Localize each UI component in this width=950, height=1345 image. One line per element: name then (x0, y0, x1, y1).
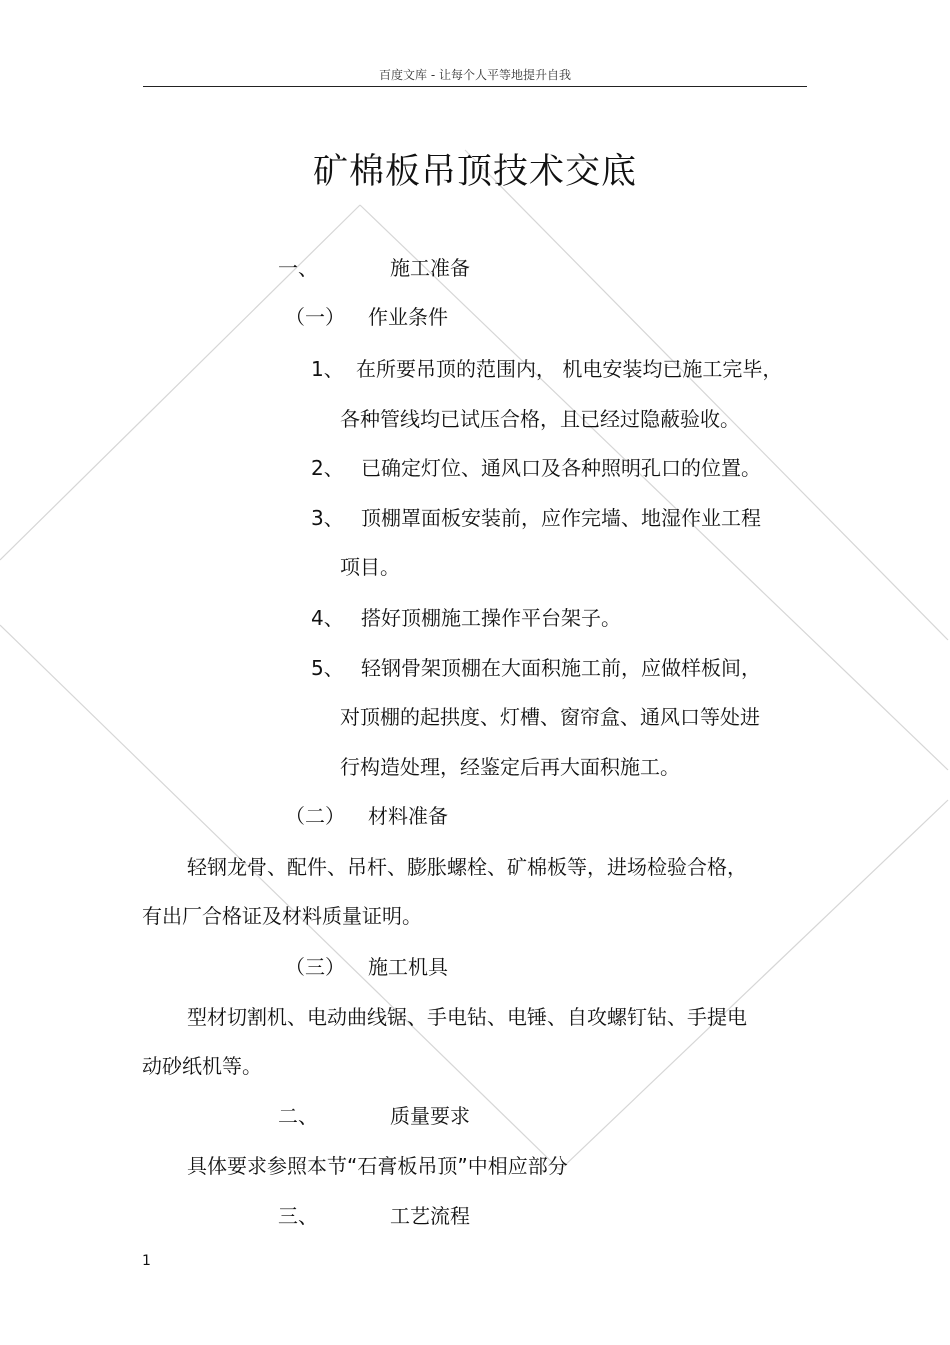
header-text: 百度文库 - 让每个人平等地提升自我 (379, 68, 571, 82)
item-text-line: 各种管线均已试压合格，且已经过隐蔽验收。 (340, 407, 740, 431)
item-text-line: 行构造处理，经鉴定后再大面积施工。 (340, 755, 680, 779)
section2-number: 二、 (278, 1104, 318, 1128)
item-text-line: 对顶棚的起拱度、灯槽、窗帘盒、通风口等处进 (340, 705, 760, 729)
sub3-heading: 施工机具 (368, 955, 448, 979)
tools-paragraph-line: 动砂纸机等。 (142, 1054, 262, 1078)
sub2-number: （二） (285, 804, 345, 828)
item-number: 3、 (311, 506, 344, 530)
item-text-line: 顶棚罩面板安装前，应作完墙、地湿作业工程 (361, 506, 761, 530)
section1-heading: 施工准备 (390, 256, 470, 280)
sub1-heading: 作业条件 (368, 305, 448, 329)
item-text-line: 轻钢骨架顶棚在大面积施工前，应做样板间， (361, 656, 761, 680)
page-number: 1 (142, 1253, 151, 1269)
item-number: 2、 (311, 456, 344, 480)
item-number: 4、 (311, 606, 344, 630)
document-title: 矿棉板吊顶技术交底 (312, 152, 637, 192)
item-number: 5、 (311, 656, 344, 680)
item-text-line: 项目。 (340, 555, 400, 579)
section3-number: 三、 (278, 1204, 318, 1228)
quality-paragraph: 具体要求参照本节“石膏板吊顶”中相应部分 (187, 1154, 568, 1178)
item-text-line: 搭好顶棚施工操作平台架子。 (361, 606, 621, 630)
section1-number: 一、 (278, 256, 318, 280)
sub2-heading: 材料准备 (368, 804, 448, 828)
materials-paragraph-line: 轻钢龙骨、配件、吊杆、膨胀螺栓、矿棉板等，进场检验合格， (187, 855, 747, 879)
item-number: 1、 (311, 357, 344, 381)
section3-heading: 工艺流程 (390, 1204, 470, 1228)
item-text-line: 在所要吊顶的范围内， 机电安装均已施工完毕， (356, 357, 783, 381)
header-rule (143, 86, 807, 87)
item-text-line: 已确定灯位、通风口及各种照明孔口的位置。 (361, 456, 761, 480)
tools-paragraph-line: 型材切割机、电动曲线锯、手电钻、电锤、自攻螺钉钻、手提电 (187, 1005, 747, 1029)
section2-heading: 质量要求 (390, 1104, 470, 1128)
materials-paragraph-line: 有出厂合格证及材料质量证明。 (142, 904, 422, 928)
sub1-number: （一） (285, 305, 345, 329)
sub3-number: （三） (285, 955, 345, 979)
